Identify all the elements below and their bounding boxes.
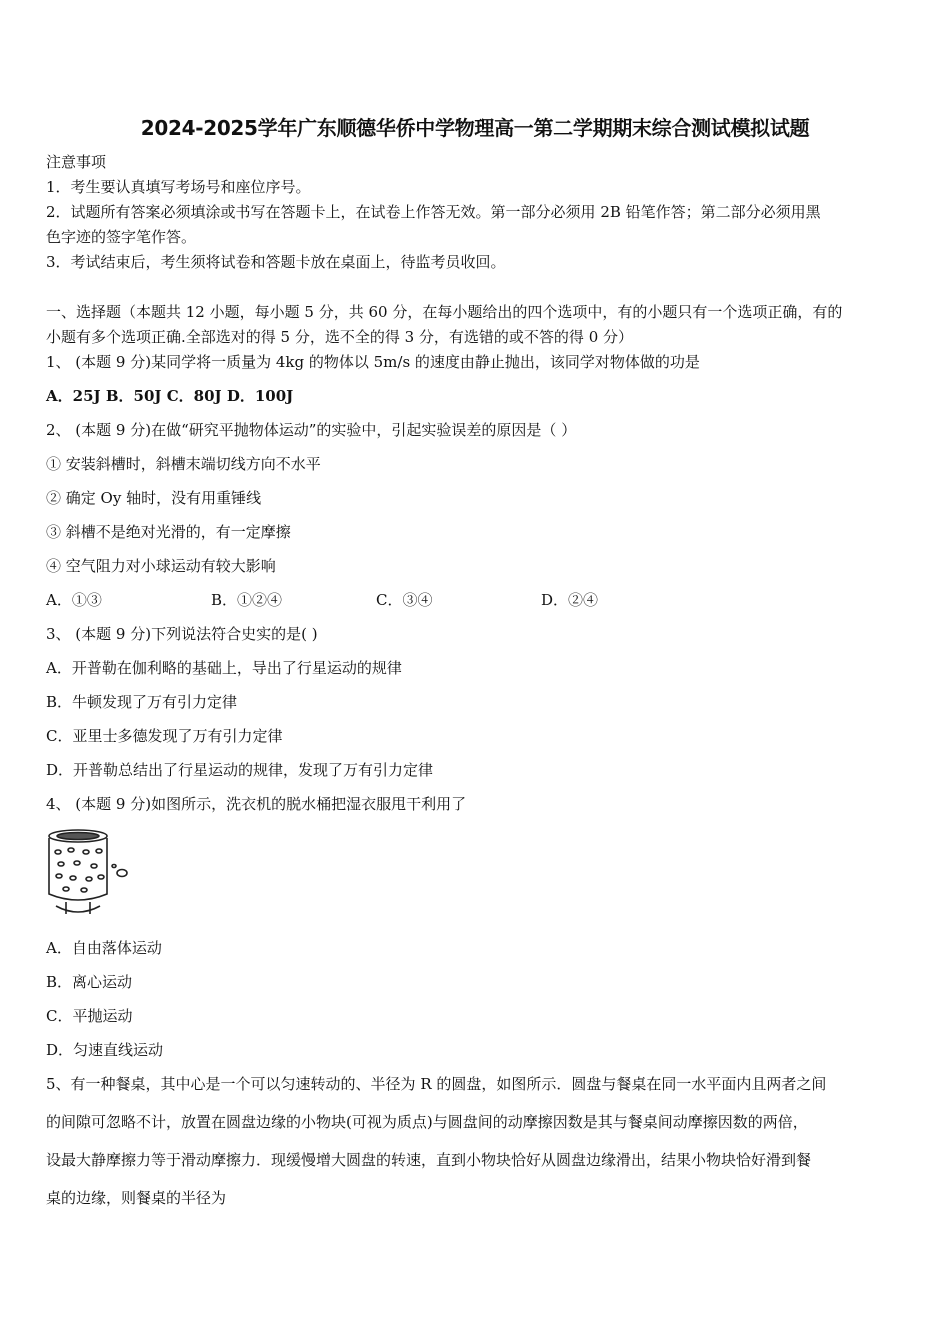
question-stem: 的间隙可忽略不计，放置在圆盘边缘的小物块(可视为质点)与圆盘间的动摩擦因数是其与餐桌间动摩擦因数的两倍， <box>46 1113 808 1131</box>
option-d: D．②④ <box>541 591 599 609</box>
question-options: A．25J B．50J C．80J D．100J <box>46 387 294 405</box>
section-intro: 一、选择题（本题共 12 小题，每小题 5 分，共 60 分，在每小题给出的四个选项中，有的小题只有一个选项正确，有的 <box>46 303 843 321</box>
option-c: C．③④ <box>376 591 433 609</box>
statement-item: ④ 空气阻力对小球运动有较大影响 <box>46 557 276 575</box>
question-stem: 2、 (本题 9 分)在做“研究平抛物体运动”的实验中，引起实验误差的原因是（ ） <box>46 421 577 439</box>
option-c: C．亚里士多德发现了万有引力定律 <box>46 727 283 745</box>
statement-item: ③ 斜槽不是绝对光滑的，有一定摩擦 <box>46 523 291 541</box>
question-stem: 设最大静摩擦力等于滑动摩擦力．现缓慢增大圆盘的转速，直到小物块恰好从圆盘边缘滑出，结果小物块恰好滑到餐 <box>46 1151 812 1169</box>
question-stem: 1、 (本题 9 分)某同学将一质量为 4kg 的物体以 5m/s 的速度由静止抛出，该同学对物体做的功是 <box>46 353 700 371</box>
page-title: 2024-2025学年广东顺德华侨中学物理高一第二学期期末综合测试模拟试题 <box>140 116 810 140</box>
statement-item: ② 确定 Oy 轴时，没有用重锤线 <box>46 489 262 507</box>
statement-item: ① 安装斜槽时，斜槽末端切线方向不水平 <box>46 455 321 473</box>
question-stem: 3、 (本题 9 分)下列说法符合史实的是( ) <box>46 625 318 643</box>
option-b: B．牛顿发现了万有引力定律 <box>46 693 238 711</box>
spin-dryer-figure <box>44 826 136 922</box>
notice-item: 2．试题所有答案必须填涂或书写在答题卡上，在试卷上作答无效。第一部分必须用 2B 铅笔作答；第二部分必须用黑 <box>46 203 821 221</box>
notice-item: 1．考生要认真填写考场号和座位序号。 <box>46 178 311 196</box>
notice-item: 色字迹的签字笔作答。 <box>46 228 197 246</box>
question-stem: 桌的边缘，则餐桌的半径为 <box>46 1189 227 1207</box>
option-a: A．①③ <box>46 591 102 609</box>
notice-heading: 注意事项 <box>46 153 107 171</box>
option-b: B．①②④ <box>211 591 283 609</box>
option-b: B．离心运动 <box>46 973 133 991</box>
option-d: D．开普勒总结出了行星运动的规律，发现了万有引力定律 <box>46 761 434 779</box>
option-d: D．匀速直线运动 <box>46 1041 164 1059</box>
option-c: C．平抛运动 <box>46 1007 133 1025</box>
section-intro: 小题有多个选项正确.全部选对的得 5 分，选不全的得 3 分，有选错的或不答的得 0 分） <box>46 328 634 346</box>
question-stem: 4、 (本题 9 分)如图所示，洗衣机的脱水桶把湿衣服甩干利用了 <box>46 795 467 813</box>
question-stem: 5、有一种餐桌，其中心是一个可以匀速转动的、半径为 R 的圆盘，如图所示．圆盘与餐桌在同一水平面内且两者之间 <box>46 1075 827 1093</box>
option-a: A．自由落体运动 <box>46 939 162 957</box>
notice-item: 3．考试结束后，考生须将试卷和答题卡放在桌面上，待监考员收回。 <box>46 253 506 271</box>
option-a: A．开普勒在伽利略的基础上，导出了行星运动的规律 <box>46 659 402 677</box>
